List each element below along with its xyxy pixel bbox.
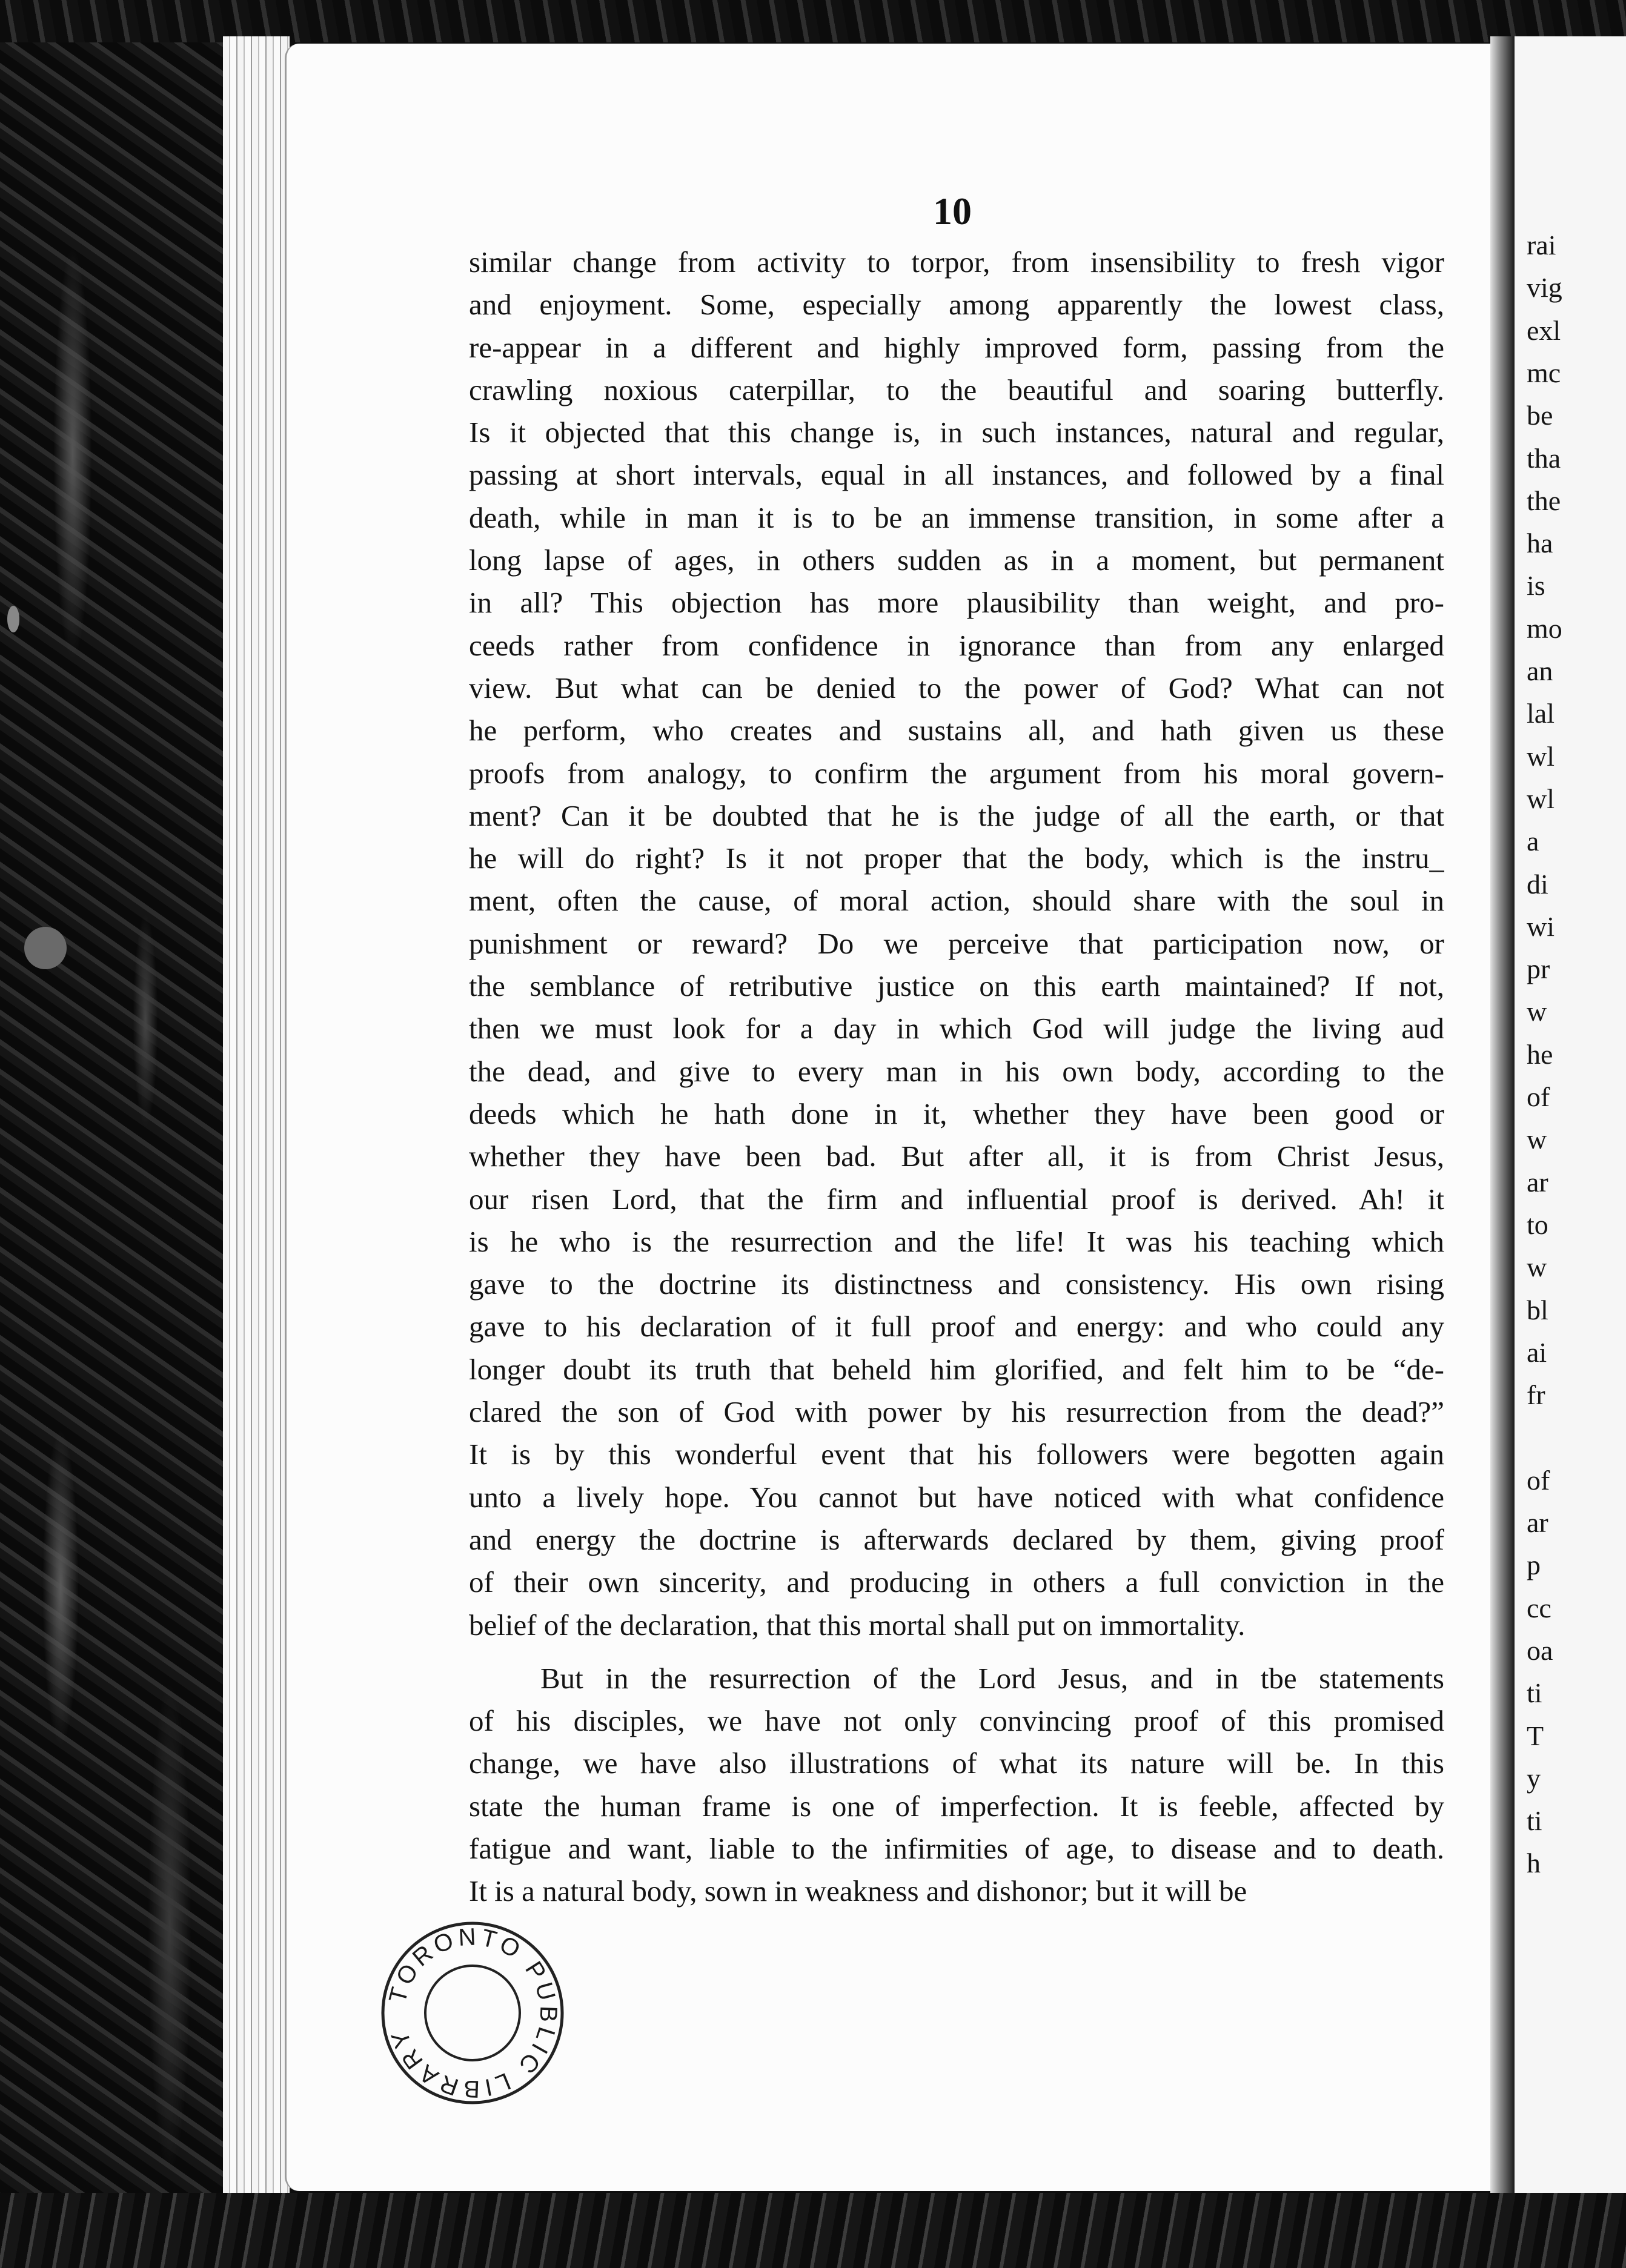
text-line: But in the resurrection of the Lord Jesus, and in tbe statements	[540, 1661, 1444, 1695]
page-number: 10	[933, 190, 972, 233]
text-line: he perform, who creates and sustains all, and hath given us these	[469, 714, 1444, 748]
facing-page-fragment: lal	[1527, 698, 1555, 729]
text-line: is he who is the resurrection and the life! It was his teaching which	[469, 1224, 1444, 1258]
text-line: state the human frame is one of imperfection. It is feeble, affected by	[469, 1789, 1444, 1823]
body-text	[469, 241, 1444, 1913]
facing-page-fragment: exl	[1527, 314, 1561, 346]
facing-page-fragment: T	[1527, 1720, 1544, 1751]
facing-page-fragment: p	[1527, 1550, 1541, 1581]
page-stack-edge	[223, 36, 290, 2205]
facing-page-fragment: mo	[1527, 612, 1562, 644]
text-line: punishment or reward? Do we perceive that participation now, or	[469, 926, 1444, 960]
text-line: and enjoyment. Some, especially among apparently the lowest class,	[469, 288, 1444, 322]
facing-page-fragment: wl	[1527, 740, 1555, 772]
text-line: and energy the doctrine is afterwards declared by them, giving proof	[469, 1522, 1444, 1556]
facing-page-fragment: cc	[1527, 1592, 1551, 1623]
scan-speck	[24, 927, 67, 969]
text-line: in all? This objection has more plausibility than weight, and pro-	[469, 586, 1444, 620]
text-line: gave to the doctrine its distinctness and consistency. His own rising	[469, 1267, 1444, 1301]
text-line: view. But what can be denied to the power of God? What can not	[469, 671, 1444, 705]
library-stamp	[379, 1919, 566, 2107]
scan-speck	[7, 606, 19, 632]
facing-page-fragment: be	[1527, 400, 1553, 431]
text-line: fatigue and want, liable to the infirmities of age, to disease and to death.	[469, 1831, 1444, 1865]
facing-page-fragment: pr	[1527, 953, 1550, 985]
facing-page-fragment: wi	[1527, 910, 1555, 942]
facing-page-fragment: a	[1527, 826, 1539, 857]
facing-page-fragment: mc	[1527, 357, 1561, 388]
text-line: passing at short intervals, equal in all instances, and followed by a final	[469, 458, 1444, 492]
text-line: the semblance of retributive justice on this earth maintained? If not,	[469, 969, 1444, 1003]
facing-page-fragment: ti	[1527, 1677, 1542, 1709]
book-gutter	[1490, 36, 1515, 2205]
facing-page-fragment: rai	[1527, 230, 1556, 260]
stamp-text: TORONTO PUBLIC LIBRARY	[384, 1923, 562, 2103]
facing-page-fragment: ar	[1527, 1507, 1548, 1538]
text-line: clared the son of God with power by his resurrection from the dead?”	[469, 1395, 1444, 1429]
facing-page-fragment: of	[1527, 1081, 1550, 1112]
text-line: our risen Lord, that the firm and influential proof is derived. Ah! it	[469, 1182, 1444, 1216]
facing-page-fragment: wl	[1527, 783, 1555, 814]
text-line: gave to his declaration of it full proof and energy: and who could any	[469, 1310, 1444, 1344]
facing-page-fragment: h	[1527, 1848, 1541, 1879]
text-line: ment? Can it be doubted that he is the judge of all the earth, or that	[469, 798, 1444, 832]
text-line: ceeds rather from confidence in ignorance than from any enlarged	[469, 628, 1444, 662]
facing-page-fragment: di	[1527, 868, 1548, 900]
text-line: crawling noxious caterpillar, to the beautiful and soaring butterfly.	[469, 373, 1444, 406]
text-line: similar change from activity to torpor, from insensibility to fresh vigor	[469, 245, 1444, 279]
text-line: death, while in man it is to be an immense transition, in some after a	[469, 500, 1444, 534]
text-line: whether they have been bad. But after all, it is from Christ Jesus,	[469, 1139, 1444, 1173]
text-line: change, we have also illustrations of what its nature will be. In this	[469, 1746, 1444, 1780]
text-line: It is a natural body, sown in weakness and dishonor; but it will be	[469, 1874, 1247, 1908]
facing-page-fragment: ai	[1527, 1336, 1547, 1368]
facing-page-fragment: ti	[1527, 1805, 1542, 1837]
text-line: unto a lively hope. You cannot but have noticed with what confidence	[469, 1480, 1444, 1514]
text-line: of his disciples, we have not only convincing proof of this promised	[469, 1704, 1444, 1738]
text-line: longer doubt its truth that beheld him glorified, and felt him to be “de-	[469, 1352, 1444, 1386]
facing-page-fragment: tha	[1527, 442, 1561, 474]
facing-page-fragment: of	[1527, 1464, 1550, 1496]
facing-page-fragment: fr	[1527, 1379, 1545, 1411]
facing-page-fragment: is	[1527, 570, 1545, 602]
text-line: then we must look for a day in which God will judge the living aud	[469, 1012, 1444, 1046]
facing-page-fragment: w	[1527, 996, 1547, 1027]
facing-page-fragment: w	[1527, 1124, 1547, 1155]
text-line: proofs from analogy, to confirm the argument from his moral govern-	[469, 756, 1444, 790]
text-line: he will do right? Is it not proper that the body, which is the instru_	[469, 841, 1444, 875]
facing-page-fragment: an	[1527, 655, 1553, 686]
facing-page-fragment: he	[1527, 1038, 1553, 1070]
facing-page-fragment: the	[1527, 485, 1561, 516]
paragraph-gap	[469, 1646, 1444, 1657]
text-line: the dead, and give to every man in his own body, according to the	[469, 1054, 1444, 1088]
text-line: deeds which he hath done in it, whether they have been good or	[469, 1096, 1444, 1130]
scan-border-left	[0, 0, 242, 2268]
facing-page-fragment: y	[1527, 1762, 1541, 1794]
facing-page-fragment: oa	[1527, 1634, 1553, 1666]
facing-page-fragment: w	[1527, 1252, 1547, 1283]
facing-page-fragment: bl	[1527, 1294, 1548, 1325]
text-line: It is by this wonderful event that his followers were begotten again	[469, 1437, 1444, 1471]
text-line: of their own sincerity, and producing in others a full conviction in the	[469, 1565, 1444, 1599]
text-line: belief of the declaration, that this mortal shall put on immortality.	[469, 1608, 1246, 1642]
facing-page-fragment: ha	[1527, 528, 1553, 559]
facing-page-fragment: to	[1527, 1209, 1548, 1240]
text-line: ment, often the cause, of moral action, should share with the soul in	[469, 884, 1444, 918]
facing-page-fragment: vig	[1527, 272, 1562, 303]
text-line: Is it objected that this change is, in such instances, natural and regular,	[469, 416, 1444, 449]
text-line: long lapse of ages, in others sudden as in a moment, but permanent	[469, 543, 1444, 577]
text-line: re-appear in a different and highly improved form, passing from the	[469, 330, 1444, 364]
scan-border-bottom	[0, 2193, 1626, 2268]
facing-page-fragment: ar	[1527, 1166, 1548, 1198]
